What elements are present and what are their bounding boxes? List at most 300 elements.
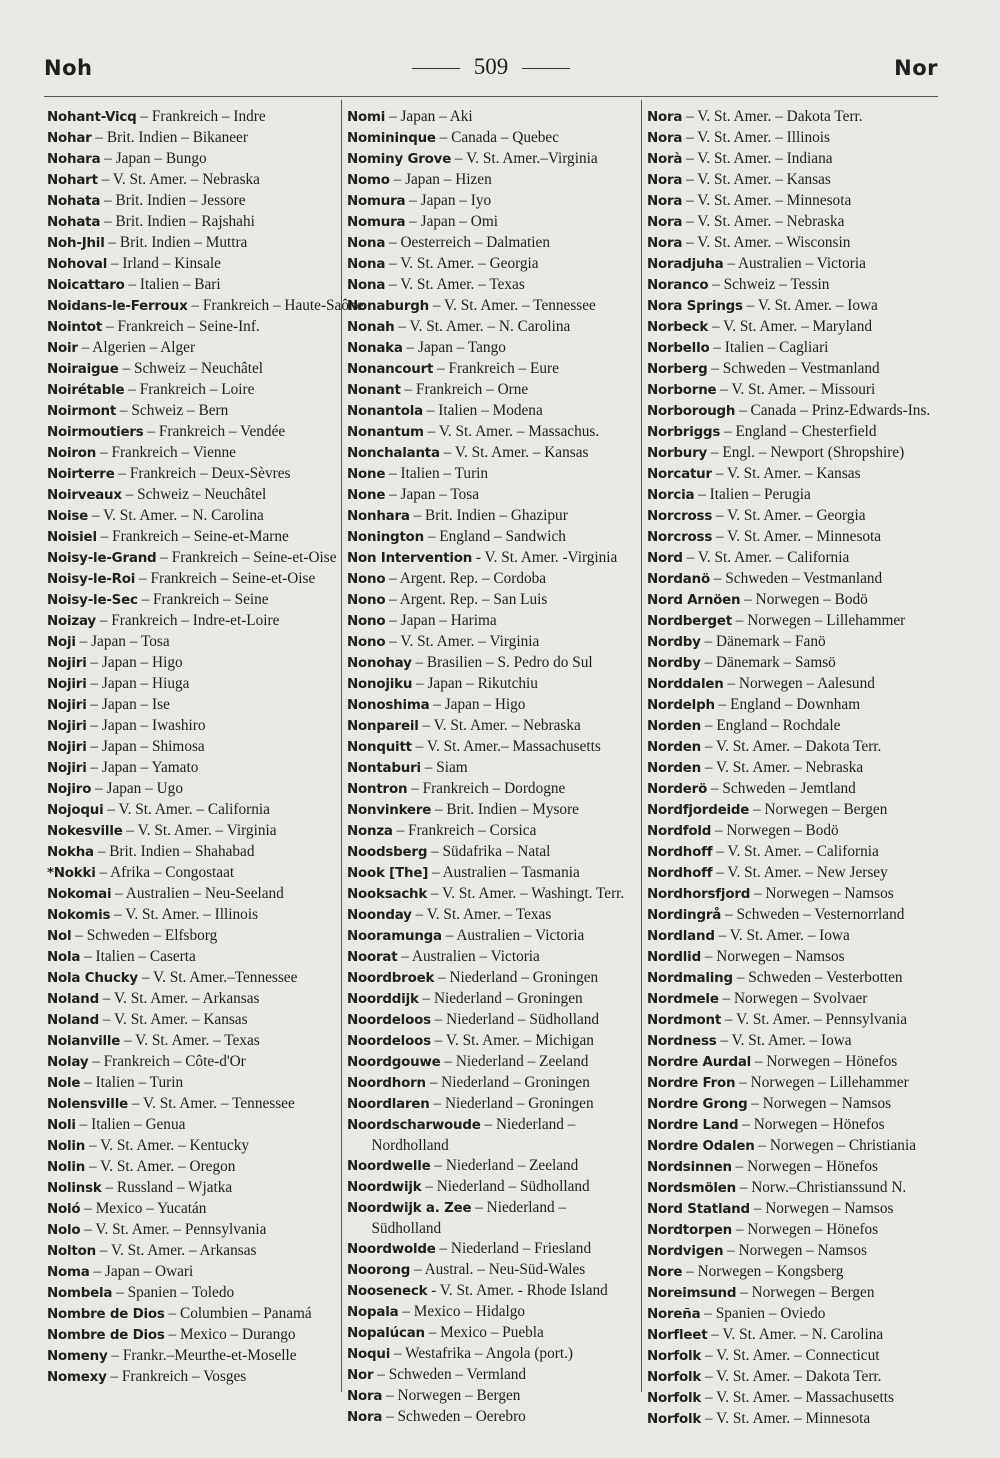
entry-headword: Noise <box>47 509 89 524</box>
entry <box>47 569 339 590</box>
entry-headword: Noland <box>47 1013 99 1028</box>
entry-headword: Nora Springs <box>647 299 743 314</box>
entry-description: – Siam <box>424 759 468 776</box>
entry-headword: Noli <box>47 1118 76 1133</box>
entry-headword: Nono <box>347 593 386 608</box>
entry <box>347 611 639 632</box>
entry <box>47 254 339 275</box>
entry-headword: Nontaburi <box>347 761 421 776</box>
entry <box>347 821 639 842</box>
entry <box>647 758 939 779</box>
entry-description: – V. St. Amer. – Washingt. Terr. <box>430 885 625 902</box>
entry-description: – Austral. – Neu-Süd-Wales <box>413 1261 586 1278</box>
entry-description: – Japan – Owari <box>93 1263 194 1280</box>
entry <box>47 275 339 296</box>
entry-description: – V. St. Amer. – Illinois <box>114 906 259 923</box>
entry <box>347 716 639 737</box>
entry <box>47 149 339 170</box>
entry-headword: Nolensville <box>47 1097 128 1112</box>
entry-description: – V. St. Amer. – Dakota Terr. <box>704 1368 882 1385</box>
entry-headword: Noji <box>47 635 76 650</box>
entry-headword: Nord Statland <box>647 1202 750 1217</box>
entry-description: – England – Downham <box>718 696 861 713</box>
entry <box>347 653 639 674</box>
entry-description: – Brit. Indien – Shahabad <box>97 843 255 860</box>
entry-description: – V. St. Amer. – California <box>716 843 879 860</box>
entry-description: – Canada – Quebec <box>439 129 559 146</box>
entry-headword: Nora <box>347 1410 383 1425</box>
entry-headword: Nopala <box>347 1305 399 1320</box>
column-divider-1 <box>341 100 342 1392</box>
entry-description: – Niederland – Südholland <box>371 1199 567 1237</box>
entry-headword: Noqui <box>347 1347 391 1362</box>
entry-description: – Niederland – Groningen <box>422 990 583 1007</box>
entry <box>647 1199 939 1220</box>
entry-description: – Norwegen – Lillehammer <box>739 1074 909 1091</box>
entry <box>647 464 939 485</box>
entry-headword: Nolanville <box>47 1034 121 1049</box>
entry-description: – Mexico – Puebla <box>428 1324 544 1341</box>
entry <box>47 779 339 800</box>
entry-description: – V. St. Amer. – Iowa <box>746 297 878 314</box>
entry <box>647 128 939 149</box>
entry-headword: Nombre de Dios <box>47 1328 165 1343</box>
entry-description: – V. St. Amer. – Indiana <box>686 150 833 167</box>
entry-headword: Nonant <box>347 383 401 398</box>
entry-description: – V. St. Amer. – Minnesota <box>686 192 852 209</box>
entry <box>47 1304 339 1325</box>
entry <box>647 590 939 611</box>
entry <box>47 464 339 485</box>
entry <box>647 1157 939 1178</box>
entry-headword: Nordberget <box>647 614 732 629</box>
entry-description: – Brit. Indien – Rajshahi <box>104 213 255 230</box>
entry <box>347 947 639 968</box>
entry <box>647 1136 939 1157</box>
entry <box>47 1178 339 1199</box>
entry-description: – V. St. Amer. – Kentucky <box>88 1137 250 1154</box>
entry-headword: Nooseneck <box>347 1284 428 1299</box>
entry <box>47 1367 339 1388</box>
entry-description: – Norwegen – Hönefos <box>735 1221 879 1238</box>
entry-headword: Nomexy <box>47 1370 107 1385</box>
entry <box>647 989 939 1010</box>
entry <box>47 1115 339 1136</box>
entry-headword: Nolo <box>47 1223 81 1238</box>
entry-description: – Norwegen – Bergen <box>740 1284 875 1301</box>
entry <box>647 275 939 296</box>
entry <box>47 1346 339 1367</box>
entry-description: – Japan – Tosa <box>389 486 480 503</box>
entry-headword: Nojiri <box>47 761 87 776</box>
entry-headword: Noland <box>47 992 99 1007</box>
entry-description: – Mexico – Yucatán <box>84 1200 207 1217</box>
entry <box>347 842 639 863</box>
header-dash-left <box>412 68 460 69</box>
entry <box>47 527 339 548</box>
entry-headword: Nohata <box>47 215 101 230</box>
entry-headword: Noisy-le-Sec <box>47 593 138 608</box>
entry-headword: Nomi <box>347 110 386 125</box>
entry-description: – Mexico – Hidalgo <box>402 1303 526 1320</box>
entry-description: – Frankreich – Seine-et-Oise <box>139 570 316 587</box>
entry-headword: Nohoval <box>47 257 108 272</box>
entry-description: – V. St. Amer. – Nebraska <box>422 717 581 734</box>
page-number: 509 <box>473 54 509 79</box>
entry-headword: Nonvinkere <box>347 803 432 818</box>
entry <box>47 317 339 338</box>
entry-headword: Nona <box>347 278 386 293</box>
entry-headword: Nointot <box>47 320 103 335</box>
entry-description: – Südafrika – Natal <box>431 843 551 860</box>
entry <box>47 1010 339 1031</box>
entry-description: – Niederland – Zeeland <box>444 1053 589 1070</box>
entry-headword: Nora <box>647 236 683 251</box>
entry <box>47 842 339 863</box>
entry-headword: Nordingrå <box>647 908 722 923</box>
entry <box>47 128 339 149</box>
entry-headword: Nojiri <box>47 698 87 713</box>
entry <box>347 905 639 926</box>
entry <box>347 1031 639 1052</box>
entry <box>47 590 339 611</box>
entry-description: – Norwegen – Kongsberg <box>686 1263 844 1280</box>
entry-headword: Non Intervention <box>347 551 473 566</box>
entry-headword: Nordsmölen <box>647 1181 736 1196</box>
entry-headword: Norden <box>647 719 702 734</box>
entry-headword: Norbury <box>647 446 708 461</box>
entry-headword: Nono <box>347 572 386 587</box>
entry-headword: Nokesville <box>47 824 123 839</box>
entry-headword: Noordlaren <box>347 1097 430 1112</box>
entry-description: – Frankreich – Haute-Saône <box>191 297 364 314</box>
entry-headword: Norden <box>647 740 702 755</box>
entry-headword: Noizay <box>47 614 96 629</box>
entry <box>647 1094 939 1115</box>
entry-description: – Japan – Aki <box>388 108 473 125</box>
entry <box>647 296 939 317</box>
entry-description: – V. St. Amer. – California <box>686 549 850 566</box>
entry-description: – Japan – Hizen <box>393 171 492 188</box>
entry <box>347 1156 639 1177</box>
entry-description: – Norwegen – Namsos <box>753 885 894 902</box>
entry-description: – Dänemark – Samsö <box>704 654 836 671</box>
entry-description: – V. St. Amer. – Georgia <box>715 507 866 524</box>
entry <box>647 905 939 926</box>
entry-headword: Noisy-le-Roi <box>47 572 136 587</box>
entry-description: – Niederland – Nordholland <box>371 1116 576 1154</box>
entry <box>347 1094 639 1115</box>
entry <box>47 1073 339 1094</box>
entry-headword: Noordeloos <box>347 1013 431 1028</box>
entry-description: – Australien – Victoria <box>727 255 866 272</box>
entry-description: – Dänemark – Fanö <box>704 633 826 650</box>
entry-description: – Japan – Ise <box>90 696 170 713</box>
entry-description: – Frankreich – Orne <box>404 381 529 398</box>
entry <box>47 212 339 233</box>
entry <box>47 359 339 380</box>
entry <box>647 611 939 632</box>
entry-description: – Schweiz – Neuchâtel <box>125 486 267 503</box>
entry-description: – Columbien – Panamá <box>168 1305 312 1322</box>
entry <box>647 548 939 569</box>
entry-headword: Nonojiku <box>347 677 413 692</box>
entry <box>647 506 939 527</box>
entry <box>47 758 339 779</box>
entry <box>647 821 939 842</box>
entry-headword: Norfolk <box>647 1370 702 1385</box>
entry-headword: Nordby <box>647 635 701 650</box>
entry <box>347 758 639 779</box>
entry-description: – Japan – Iyo <box>409 192 492 209</box>
entry-description: – V. St. Amer. – Dakota Terr. <box>704 738 882 755</box>
entry-headword: Nordanö <box>647 572 710 587</box>
entry <box>47 422 339 443</box>
entry-headword: None <box>347 467 386 482</box>
entry <box>647 338 939 359</box>
entry-headword: Noranco <box>647 278 709 293</box>
entry <box>347 254 639 275</box>
entry-description: – Japan – Harima <box>389 612 497 629</box>
entry-headword: Nona <box>347 257 386 272</box>
entry <box>647 485 939 506</box>
entry-description: – Frankreich – Côte-d'Or <box>92 1053 246 1070</box>
entry-description: – Frankr.–Meurthe-et-Moselle <box>111 1347 297 1364</box>
entry-headword: Nomininque <box>347 131 436 146</box>
entry <box>347 359 639 380</box>
entry <box>347 1302 639 1323</box>
entry <box>647 317 939 338</box>
entry <box>647 1304 939 1325</box>
entry-description: – Schweden – Vesterbotten <box>736 969 903 986</box>
entry-description: – V. St. Amer. – California <box>107 801 270 818</box>
entry <box>347 1198 639 1239</box>
entry <box>647 1031 939 1052</box>
entry <box>647 1283 939 1304</box>
entry-headword: Noh-Jhil <box>47 236 105 251</box>
entry-description: – V. St. Amer. – Dakota Terr. <box>686 108 863 125</box>
entry-headword: Nordsinnen <box>647 1160 732 1175</box>
entry-headword: Nonhara <box>347 509 410 524</box>
entry-description: – Schweden – Vesternorrland <box>724 906 905 923</box>
entry-description: – Italien – Cagliari <box>713 339 829 356</box>
entry <box>347 317 639 338</box>
entry <box>347 1344 639 1365</box>
entry <box>47 947 339 968</box>
entry-headword: Nolay <box>47 1055 89 1070</box>
entry-headword: Norberg <box>647 362 708 377</box>
entry <box>347 1365 639 1386</box>
entry <box>647 170 939 191</box>
entry <box>647 1052 939 1073</box>
entry <box>47 233 339 254</box>
entry-headword: Nola Chucky <box>47 971 138 986</box>
entry-headword: Nonoshima <box>347 698 430 713</box>
entry-headword: Nojiri <box>47 719 87 734</box>
entry-headword: Noló <box>47 1202 81 1217</box>
entry-headword: Nordmele <box>647 992 719 1007</box>
entry-description: – Australien – Victoria <box>445 927 585 944</box>
entry-description: – V. St. Amer. – Connecticut <box>704 1347 880 1364</box>
entry <box>47 884 339 905</box>
entry-description: – V. St. Amer. – Arkansas <box>102 990 260 1007</box>
entry-description: – Norwegen – Christiania <box>758 1137 916 1154</box>
entry-description: – Brit. Indien – Jessore <box>104 192 246 209</box>
entry <box>347 737 639 758</box>
entry-headword: Norborne <box>647 383 717 398</box>
entry-headword: Nooramunga <box>347 929 442 944</box>
entry-description: – Niederland – Groningen <box>429 1074 590 1091</box>
entry-description: – Engl. – Newport (Shropshire) <box>710 444 905 461</box>
entry-headword: Norbriggs <box>647 425 721 440</box>
entry <box>647 842 939 863</box>
entry-description: – Italien – Caserta <box>84 948 196 965</box>
entry <box>347 485 639 506</box>
entry <box>47 716 339 737</box>
entry-headword: Nokomis <box>47 908 111 923</box>
entry-headword: Nohar <box>47 131 92 146</box>
entry-column-2 <box>347 107 639 1428</box>
entry <box>347 1239 639 1260</box>
entry-headword: Norcross <box>647 530 713 545</box>
entry-headword: Nora <box>647 110 683 125</box>
entry-description: – V. St. Amer. – Texas <box>415 906 552 923</box>
entry-description: – V. St. Amer. – Iowa <box>718 927 850 944</box>
entry <box>647 380 939 401</box>
entry-headword: Norfolk <box>647 1412 702 1427</box>
entry-headword: Noicattaro <box>47 278 125 293</box>
entry-description: – Brit. Indien – Ghazipur <box>413 507 568 524</box>
entry-description: – Frankreich – Indre <box>140 108 266 125</box>
entry-headword: Norcross <box>647 509 713 524</box>
entry <box>647 443 939 464</box>
entry-description: – V. St. Amer. – New Jersey <box>716 864 888 881</box>
entry-headword: Noiron <box>47 446 97 461</box>
entry <box>647 632 939 653</box>
entry <box>347 296 639 317</box>
entry-description: – V. St. Amer. – Missouri <box>720 381 876 398</box>
entry-description: – Frankreich – Vosges <box>110 1368 247 1385</box>
entry-description: – Schweden – Vermland <box>377 1366 527 1383</box>
entry-headword: Nordre Fron <box>647 1076 736 1091</box>
entry-description: – V. St. Amer. – Illinois <box>686 129 831 146</box>
entry <box>347 1073 639 1094</box>
entry-headword: Noordwijk <box>347 1180 422 1195</box>
entry <box>47 1262 339 1283</box>
entry <box>347 926 639 947</box>
header-right-catchword: Nor <box>894 56 938 80</box>
entry-headword: Nonaburgh <box>347 299 430 314</box>
entry-headword: Nonantola <box>347 404 423 419</box>
entry-description: – Algerien – Alger <box>81 339 196 356</box>
header-left-catchword: Noh <box>44 56 93 80</box>
entry-description: – England – Rochdale <box>704 717 841 734</box>
entry-description: – Niederland – Südholland <box>425 1178 590 1195</box>
entry-description: – Frankreich – Eure <box>437 360 559 377</box>
entry <box>647 800 939 821</box>
entry-description: – V. St. Amer.–Tennessee <box>141 969 298 986</box>
entry-description: – Frankreich – Seine-et-Oise <box>160 549 337 566</box>
entry-headword: Norborough <box>647 404 736 419</box>
entry-headword: Noordhorn <box>347 1076 426 1091</box>
entry <box>47 611 339 632</box>
entry-description: – Norwegen – Hönefos <box>742 1116 885 1133</box>
entry-headword: Nojiro <box>47 782 92 797</box>
entry-headword: Noirmont <box>47 404 117 419</box>
entry-headword: Nomo <box>347 173 390 188</box>
entry-description: – V. St. Amer. – Tennessee <box>432 297 596 314</box>
entry <box>347 548 639 569</box>
entry-description: – Norwegen – Lillehammer <box>735 612 906 629</box>
entry-description: – Norwegen – Bodö <box>744 591 868 608</box>
entry-headword: Nonaka <box>347 341 403 356</box>
entry <box>647 1388 939 1409</box>
entry-headword: Nola <box>47 950 81 965</box>
entry <box>647 1115 939 1136</box>
entry-headword: Noradjuha <box>647 257 724 272</box>
entry <box>347 170 639 191</box>
entry <box>347 1052 639 1073</box>
entry-description: – V. St. Amer. – Georgia <box>389 255 539 272</box>
entry-headword: Nojiri <box>47 656 87 671</box>
entry-description: – Niederland – Zeeland <box>434 1157 579 1174</box>
entry <box>47 1031 339 1052</box>
entry-headword: Nonpareil <box>347 719 419 734</box>
entry-headword: *Nokki <box>47 866 96 881</box>
entry-headword: Nordre Grong <box>647 1097 748 1112</box>
entry-description: – Schweden – Vestmanland <box>711 360 880 377</box>
entry-description: – Japan – Hiuga <box>90 675 190 692</box>
entry-headword: Nomura <box>347 194 406 209</box>
entry-headword: Nordhorsfjord <box>647 887 751 902</box>
entry <box>347 128 639 149</box>
entry <box>347 1115 639 1156</box>
entry-headword: Noordscharwoude <box>347 1118 481 1133</box>
entry-description: – England – Sandwich <box>427 528 566 545</box>
entry <box>47 485 339 506</box>
entry-description: – Japan – Omi <box>409 213 498 230</box>
entry-description: – Schweiz – Tessin <box>712 276 830 293</box>
entry <box>47 1199 339 1220</box>
entry <box>347 1323 639 1344</box>
entry-headword: Nokha <box>47 845 94 860</box>
entry-headword: Nokomai <box>47 887 112 902</box>
entry-headword: Nojiri <box>47 677 87 692</box>
entry <box>647 884 939 905</box>
entry-description: – Italien – Perugia <box>698 486 811 503</box>
page-number-block <box>44 54 938 80</box>
entry <box>647 863 939 884</box>
entry-headword: Nordmont <box>647 1013 722 1028</box>
entry <box>347 527 639 548</box>
entry-headword: Noordwijk a. Zee <box>347 1201 472 1216</box>
entry-headword: Nooksachk <box>347 887 428 902</box>
entry <box>47 107 339 128</box>
entry <box>347 506 639 527</box>
entry <box>647 212 939 233</box>
entry-description: – V. St. Amer.–Virginia <box>454 150 598 167</box>
entry-description: – V. St. Amer. – Pennsylvania <box>84 1221 267 1238</box>
entry-headword: Nonohay <box>347 656 412 671</box>
entry-description: – Japan – Tango <box>406 339 506 356</box>
entry-description: – Brit. Indien – Muttra <box>108 234 248 251</box>
entry-description: – Norwegen – Namsos <box>704 948 845 965</box>
entry <box>347 233 639 254</box>
entry <box>47 443 339 464</box>
entry-headword: Norfolk <box>647 1349 702 1364</box>
entry <box>647 779 939 800</box>
entry-description: – Australien – Tasmania <box>432 864 580 881</box>
